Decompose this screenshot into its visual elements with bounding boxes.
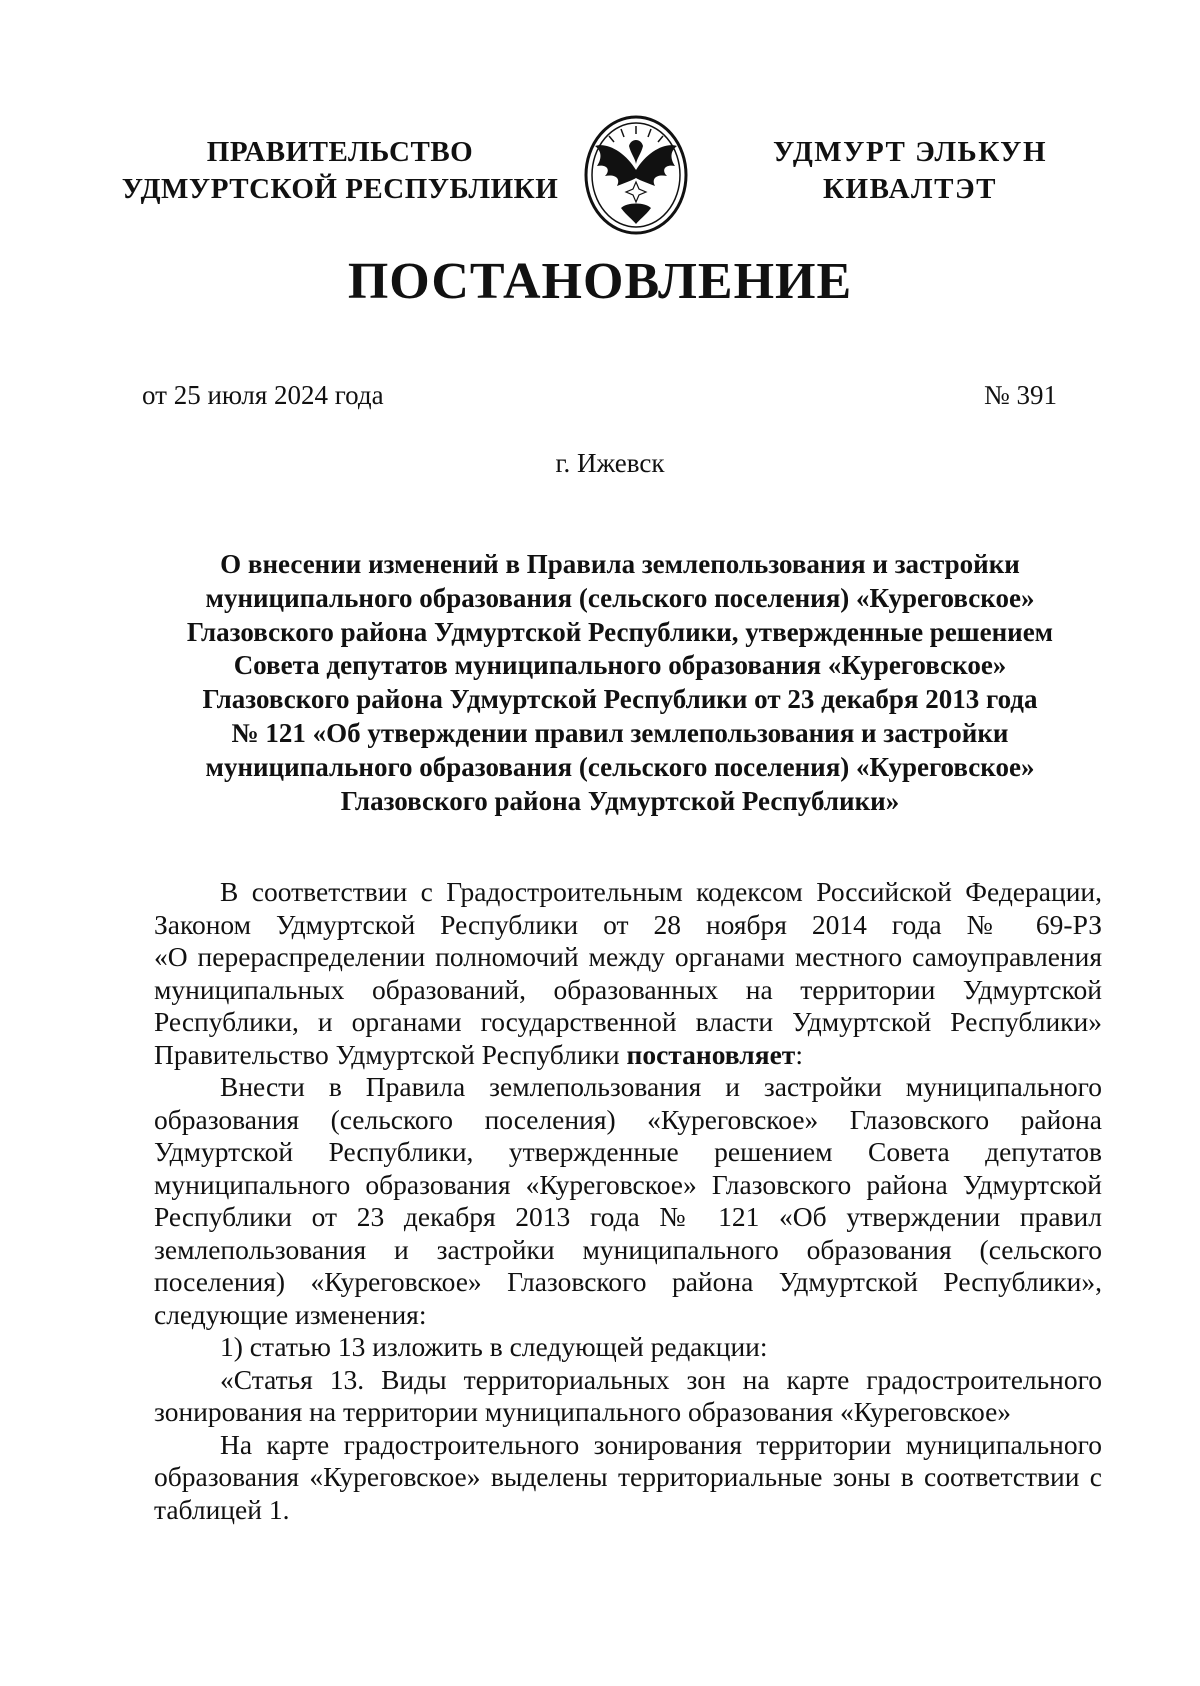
header-right-line-2: КИВАЛТЭТ: [822, 173, 997, 205]
title-line: муниципального образования (сельского поселения) «Куреговское»: [205, 582, 1035, 613]
body-line: «О перераспределении полномочий между органами местного самоуправления: [154, 941, 1102, 972]
body-line: «Статья 13. Виды территориальных зон на карте градостроительного: [220, 1363, 1102, 1395]
header-right-line-1: УДМУРТ ЭЛЬКУН: [772, 136, 1048, 168]
document-city: г. Ижевск: [555, 448, 665, 478]
document-date: от 25 июля 2024 года: [142, 380, 384, 410]
body-line: На карте градостроительного зонирования территории муниципального: [220, 1428, 1102, 1460]
coat-of-arms-icon: [581, 112, 691, 238]
body-line: Республики, и органами государственной власти Удмуртской Республики»: [154, 1006, 1102, 1037]
document-body: [154, 876, 1102, 1526]
title-line: Глазовского района Удмуртской Республики, утвержденные решением: [186, 616, 1054, 647]
body-line-resolves: [154, 1039, 1102, 1072]
title-line: муниципального образования (сельского поселения) «Куреговское»: [205, 751, 1035, 782]
resolves-keyword: постановляет: [626, 1038, 796, 1070]
body-line: землепользования и застройки муниципального образования (сельского: [154, 1233, 1102, 1265]
header-government-ru: [110, 134, 570, 208]
body-line: следующие изменения:: [154, 1298, 427, 1330]
body-line: зонирования на территории муниципального образования «Куреговское»: [154, 1396, 1012, 1427]
title-line: Глазовского района Удмуртской Республики от 23 декабря 2013 года: [202, 684, 1038, 715]
document-type-heading: ПОСТАНОВЛЕНИЕ: [347, 253, 853, 310]
title-line: № 121 «Об утверждении правил землепользования и застройки: [231, 717, 1009, 748]
body-line: образования (сельского поселения) «Куреговское» Глазовского района: [154, 1103, 1102, 1135]
body-line: Удмуртской Республики, утвержденные решением Совета депутатов: [154, 1136, 1102, 1167]
body-line: поселения) «Куреговское» Глазовского района Удмуртской Республики»,: [154, 1266, 1102, 1297]
body-line: таблицей 1.: [154, 1493, 290, 1525]
body-line: Законом Удмуртской Республики от 28 ноября 2014 года № 69-РЗ: [154, 908, 1102, 940]
header-left-line-2: УДМУРТСКОЙ РЕСПУБЛИКИ: [121, 173, 559, 205]
document-title: [140, 548, 1100, 818]
body-line: Внести в Правила землепользования и застройки муниципального: [220, 1071, 1102, 1102]
title-line: О внесении изменений в Правила землепользования и застройки: [220, 549, 1020, 579]
body-line: В соответствии с Градостроительным кодексом Российской Федерации,: [220, 876, 1102, 907]
body-line: муниципального образования «Куреговское» Глазовского района Удмуртской: [154, 1168, 1102, 1200]
body-line: муниципальных образований, образованных на территории Удмуртской: [154, 973, 1102, 1005]
body-text: Правительство Удмуртской Республики: [154, 1038, 627, 1070]
body-text: :: [795, 1038, 803, 1070]
title-line: Глазовского района Удмуртской Республики»: [340, 785, 900, 816]
header-left-line-1: ПРАВИТЕЛЬСТВО: [206, 136, 474, 168]
body-line: 1) статью 13 изложить в следующей редакции:: [220, 1331, 768, 1362]
body-line: Республики от 23 декабря 2013 года № 121 «Об утверждении правил: [154, 1201, 1102, 1232]
document-number: № 391: [983, 380, 1057, 410]
body-line: образования «Куреговское» выделены территориальные зоны в соответствии с: [154, 1461, 1102, 1492]
title-line: Совета депутатов муниципального образования «Куреговское»: [233, 650, 1007, 681]
header-government-udm: [760, 134, 1060, 208]
